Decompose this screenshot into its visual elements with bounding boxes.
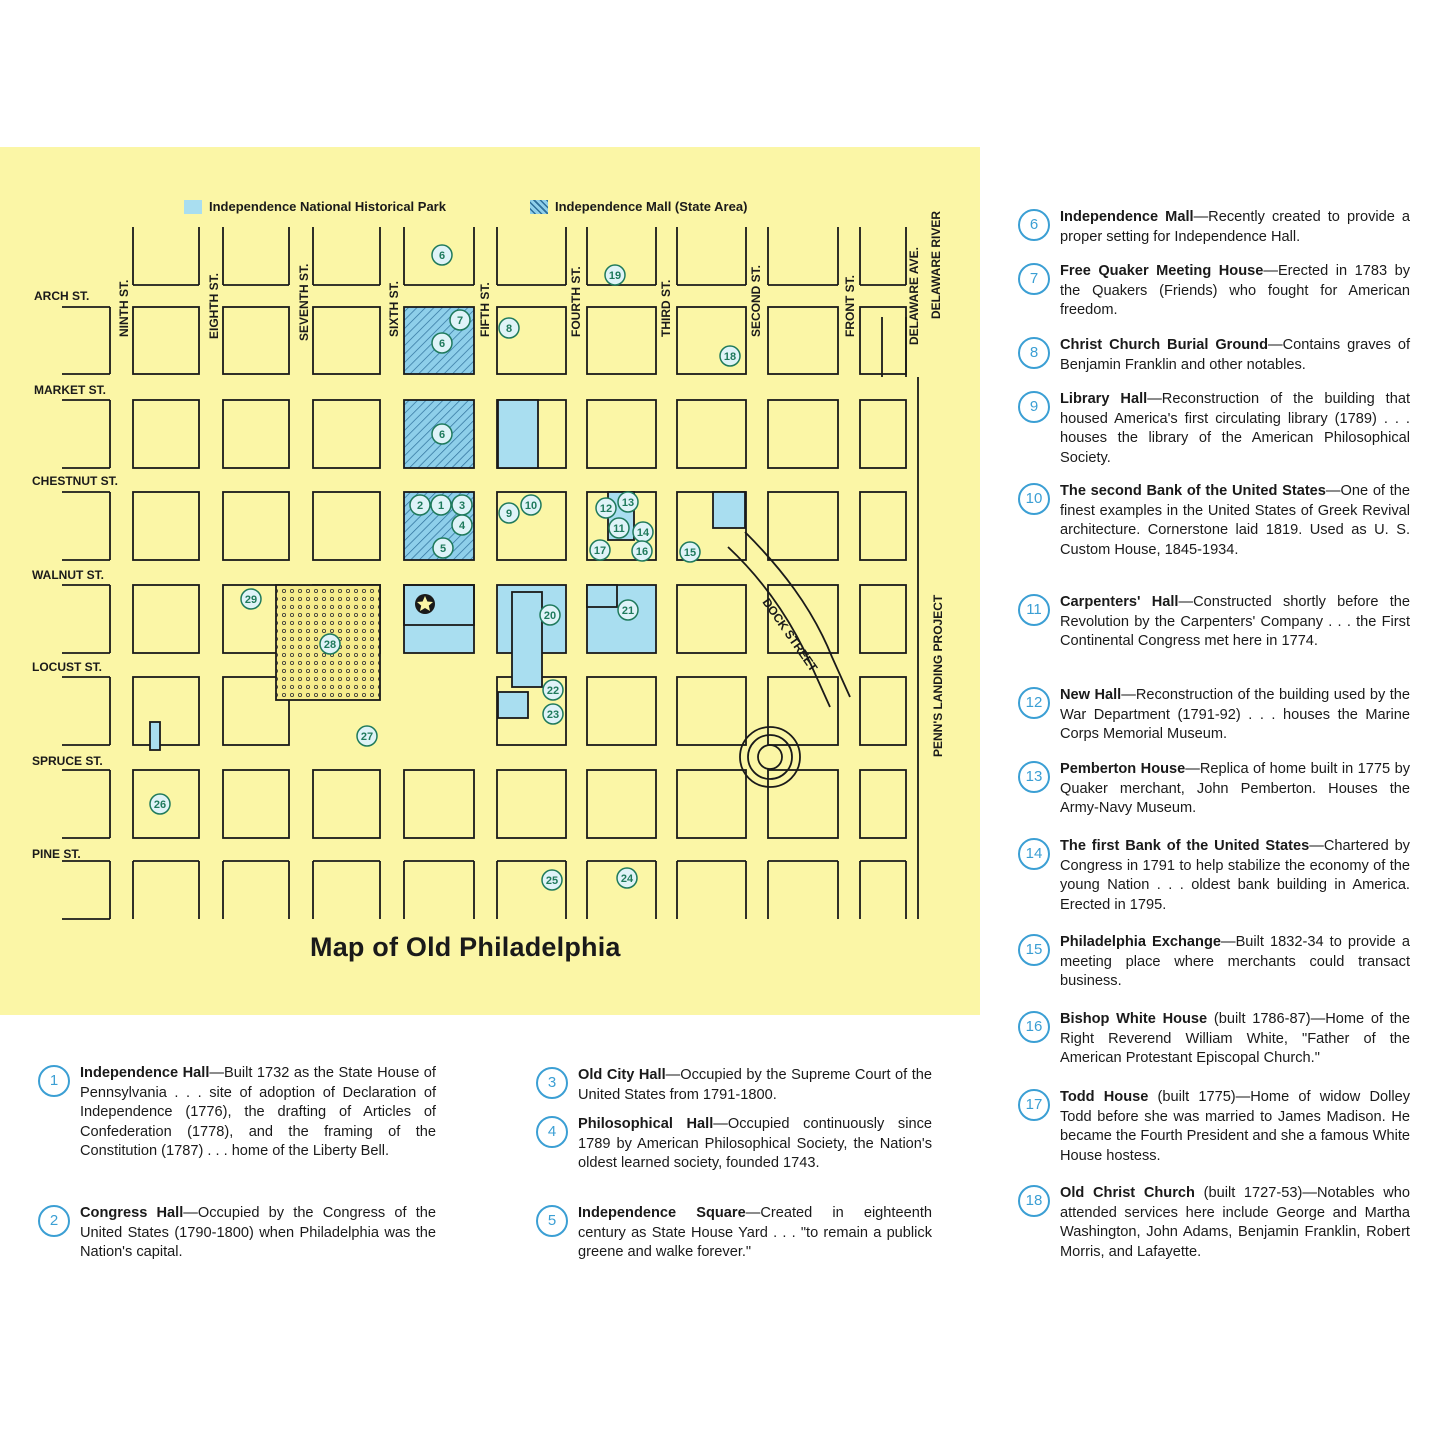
map-panel [0, 147, 980, 1015]
site-marker-label: 26 [153, 799, 167, 811]
city-block [677, 770, 746, 838]
entry-5 [536, 1204, 932, 1263]
street-labels [32, 211, 945, 861]
entry-6 [1018, 208, 1410, 247]
entry-name: Philadelphia Exchange [1060, 934, 1221, 950]
park-area [587, 585, 617, 607]
city-block [313, 400, 380, 468]
entry-number: 18 [1018, 1185, 1050, 1217]
street-label-fourth: FOURTH ST. [569, 266, 583, 337]
site-marker-label: 19 [608, 270, 622, 282]
site-marker-label: 5 [439, 543, 447, 555]
entry-number: 16 [1018, 1011, 1050, 1043]
site-marker-label: 9 [505, 508, 513, 520]
park-area [498, 400, 538, 468]
city-block [768, 400, 838, 468]
city-block [860, 307, 906, 374]
city-block [223, 307, 289, 374]
street-label-third: THIRD ST. [659, 279, 673, 337]
entry-number: 4 [536, 1116, 568, 1148]
entry-11 [1018, 593, 1410, 652]
entry-text: —Created in eighteenth century as State House Yard . . . "to remain a publick greene and walke forever." [578, 1205, 932, 1260]
site-marker-5 [433, 538, 453, 558]
street-label-delaware-ave: DELAWARE AVE. [907, 246, 921, 345]
city-block [768, 677, 838, 745]
entry-text: —One of the finest examples in the United States of Greek Revival architecture. Cornerstone laid 1819. Used as U. S. Custom House, 1845-1934. [1060, 483, 1410, 558]
site-marker-6 [432, 424, 452, 444]
site-marker-label: 12 [599, 503, 613, 515]
entry-12 [1018, 686, 1410, 745]
site-marker-label: 17 [593, 545, 607, 557]
city-block [677, 677, 746, 745]
entry-number: 7 [1018, 263, 1050, 295]
entry-3 [536, 1066, 932, 1105]
site-marker-12 [596, 498, 616, 518]
site-marker-18 [720, 346, 740, 366]
entry-name: Library Hall [1060, 391, 1148, 407]
entry-8 [1018, 336, 1410, 375]
entry-name: Independence Square [578, 1205, 746, 1221]
city-block [223, 770, 289, 838]
entry-number: 12 [1018, 687, 1050, 719]
entry-9 [1018, 390, 1410, 468]
legend-park [184, 199, 446, 214]
city-block [677, 585, 746, 653]
street-label-fifth: FIFTH ST. [478, 282, 492, 337]
entry-14 [1018, 837, 1410, 915]
park-area [713, 492, 745, 528]
entry-name: Old Christ Church [1060, 1185, 1195, 1201]
entry-number: 17 [1018, 1089, 1050, 1121]
entry-text: —Chartered by Congress in 1791 to help stabilize the economy of the young Nation . . . oldest bank building in America. Erected in 1795. [1060, 838, 1410, 913]
site-marker-label: 20 [543, 610, 557, 622]
street-label-walnut: WALNUT ST. [32, 568, 104, 582]
city-block [587, 677, 656, 745]
traffic-circle [740, 727, 800, 787]
city-block [404, 585, 474, 653]
site-marker-11 [609, 518, 629, 538]
city-block [313, 770, 380, 838]
entry-text: (built 1775)—Home of widow Dolley Todd before she was married to James Madison. He became the Fourth President and she a famous White House hostess. [1060, 1089, 1411, 1164]
site-marker-label: 21 [621, 605, 635, 617]
site-marker-27 [357, 726, 377, 746]
city-block [223, 400, 289, 468]
entry-16 [1018, 1010, 1410, 1069]
entry-name: Philosophical Hall [578, 1116, 714, 1132]
city-block [860, 492, 906, 560]
site-marker-label: 11 [613, 523, 625, 535]
entry-13 [1018, 760, 1410, 819]
entry-number: 8 [1018, 337, 1050, 369]
site-marker-6 [432, 333, 452, 353]
site-marker-21 [618, 600, 638, 620]
site-marker-label: 23 [546, 709, 560, 721]
entry-number: 9 [1018, 391, 1050, 423]
street-label-chestnut: CHESTNUT ST. [32, 474, 119, 488]
site-marker-label: 13 [621, 497, 635, 509]
site-marker-1 [431, 495, 451, 515]
entry-name: Christ Church Burial Ground [1060, 337, 1269, 353]
entry-4 [536, 1115, 932, 1174]
site-marker-15 [680, 542, 700, 562]
entry-name: Free Quaker Meeting House [1060, 263, 1264, 279]
city-block [860, 770, 906, 838]
site-marker-label: 25 [545, 875, 559, 887]
site-marker-label: 27 [360, 731, 374, 743]
legend-park-swatch [184, 200, 202, 214]
entry-text: —Built 1832-34 to provide a meeting place where merchants could transact business. [1060, 934, 1410, 989]
entry-17 [1018, 1088, 1410, 1166]
entry-text: —Built 1732 as the State House of Pennsylvania . . . site of adoption of Declaration of Independence (1776), the drafting of Articles of Confederation (1778), and the framing of the Constitution (1787) . . . home of the Liberty Bell. [80, 1065, 436, 1159]
site-marker-label: 14 [636, 527, 650, 539]
entry-text: —Occupied continuously since 1789 by American Philosophical Society, the Nation's oldest learned society, founded 1743. [578, 1116, 932, 1171]
site-marker-2 [410, 495, 430, 515]
entry-name: Independence Hall [80, 1065, 210, 1081]
street-label-market: MARKET ST. [34, 383, 106, 397]
entry-number: 14 [1018, 838, 1050, 870]
city-block [404, 770, 474, 838]
legend-park-label: Independence National Historical Park [209, 199, 446, 214]
site-marker-24 [617, 868, 637, 888]
site-marker-13 [618, 492, 638, 512]
street-label-eighth: EIGHTH ST. [207, 272, 221, 339]
site-marker-label: 24 [620, 873, 634, 885]
site-marker-label: 3 [458, 500, 466, 512]
street-label-arch: ARCH ST. [34, 289, 90, 303]
city-block [497, 307, 566, 374]
city-block [587, 307, 656, 374]
entry-1 [38, 1064, 436, 1162]
street-label-pine: PINE ST. [32, 847, 81, 861]
site-marker-label: 29 [244, 594, 258, 606]
entry-number: 3 [536, 1067, 568, 1099]
entry-text: —Recently created to provide a proper setting for Independence Hall. [1060, 209, 1411, 245]
legend-mall-swatch [530, 200, 548, 214]
site-marker-28 [320, 634, 340, 654]
entry-number: 10 [1018, 483, 1050, 515]
site-marker-label: 22 [546, 685, 560, 697]
entry-18 [1018, 1184, 1410, 1262]
city-block [860, 400, 906, 468]
entry-name: The first Bank of the United States [1060, 838, 1310, 854]
entry-7 [1018, 262, 1410, 321]
entry-text: —Erected in 1783 by the Quakers (Friends) who fought for American freedom. [1060, 263, 1410, 318]
site-marker-23 [543, 704, 563, 724]
site-marker-26 [150, 794, 170, 814]
site-marker-label: 8 [505, 323, 513, 335]
entry-10 [1018, 482, 1410, 560]
site-marker-20 [540, 605, 560, 625]
entry-name: Todd House [1060, 1089, 1149, 1105]
street-label-sixth: SIXTH ST. [387, 280, 401, 337]
site-marker-label: 2 [416, 500, 424, 512]
entry-text: —Reconstruction of the building that housed America's first circulating library (1789) . . . houses the library of the American Philosophical Society. [1060, 391, 1410, 466]
site-marker-label: 28 [323, 639, 337, 651]
city-block [587, 770, 656, 838]
entry-number: 5 [536, 1205, 568, 1237]
street-label-ninth: NINTH ST. [117, 279, 131, 337]
park-area [150, 722, 160, 750]
entry-number: 13 [1018, 761, 1050, 793]
entry-number: 2 [38, 1205, 70, 1237]
traffic-circle [758, 745, 782, 769]
city-block [133, 492, 199, 560]
city-block [223, 492, 289, 560]
city-block [677, 400, 746, 468]
city-block [497, 770, 566, 838]
legend-mall [530, 199, 747, 214]
entry-text: (built 1786-87)—Home of the Right Reverend William White, "Father of the American Protestant Episcopal Church." [1060, 1011, 1410, 1066]
entry-text: —Contains graves of Benjamin Franklin and other notables. [1060, 337, 1410, 373]
entry-text: —Replica of home built in 1775 by Quaker merchant, John Pemberton. Houses the Army-Navy Museum. [1060, 761, 1410, 816]
city-block [133, 677, 199, 745]
site-marker-16 [632, 541, 652, 561]
entry-name: New Hall [1060, 687, 1122, 703]
site-marker-label: 18 [723, 351, 737, 363]
street-label-front: FRONT ST. [843, 275, 857, 337]
entry-number: 11 [1018, 594, 1050, 626]
site-markers [150, 245, 740, 890]
city-block [768, 492, 838, 560]
site-marker-label: 1 [437, 500, 445, 512]
city-block [587, 400, 656, 468]
entry-name: The second Bank of the United States [1060, 483, 1326, 499]
entry-text: —Constructed shortly before the Revolution by the Carpenters' Company . . . the First Continental Congress met here in 1774. [1060, 594, 1410, 649]
site-marker-9 [499, 503, 519, 523]
city-block [860, 677, 906, 745]
site-marker-label: 15 [683, 547, 697, 559]
entry-number: 6 [1018, 209, 1050, 241]
map-title: Map of Old Philadelphia [310, 932, 621, 962]
street-label-seventh: SEVENTH ST. [297, 263, 311, 341]
site-marker-19 [605, 265, 625, 285]
park-area [512, 592, 542, 687]
city-block [860, 585, 906, 653]
entry-name: Old City Hall [578, 1067, 666, 1083]
site-marker-4 [452, 515, 472, 535]
park-area [498, 692, 528, 718]
traffic-circle [748, 735, 792, 779]
site-marker-25 [542, 870, 562, 890]
site-marker-17 [590, 540, 610, 560]
dock-street-label: DOCK STREET [759, 595, 821, 675]
site-marker-label: 10 [524, 500, 538, 512]
entry-number: 15 [1018, 934, 1050, 966]
city-block [133, 400, 199, 468]
entry-name: Independence Mall [1060, 209, 1194, 225]
entry-text: —Reconstruction of the building used by the War Department (1791-92) . . . houses the Marine Corps Memorial Museum. [1060, 687, 1411, 742]
site-marker-label: 7 [456, 315, 464, 327]
site-marker-8 [499, 318, 519, 338]
site-marker-10 [521, 495, 541, 515]
entry-name: Carpenters' Hall [1060, 594, 1179, 610]
entry-text: —Occupied by the Congress of the United States (1790-1800) when Philadelphia was the Nation's capital. [80, 1205, 436, 1260]
site-marker-14 [633, 522, 653, 542]
site-marker-3 [452, 495, 472, 515]
city-block [768, 307, 838, 374]
site-marker-label: 6 [438, 338, 446, 350]
entry-text: (built 1727-53)—Notables who attended services here include George and Martha Washington, John Adams, Benjamin Franklin, Robert Morris, and Lafayette. [1060, 1185, 1410, 1260]
street-label-spruce: SPRUCE ST. [32, 754, 103, 768]
entry-15 [1018, 933, 1410, 992]
city-block [313, 307, 380, 374]
site-marker-label: 6 [438, 429, 446, 441]
entry-text: —Occupied by the Supreme Court of the United States from 1791-1800. [578, 1067, 933, 1103]
penns-landing-label: PENN'S LANDING PROJECT [931, 594, 945, 757]
entry-number: 1 [38, 1065, 70, 1097]
site-marker-7 [450, 310, 470, 330]
site-marker-label: 16 [635, 546, 649, 558]
city-block [133, 585, 199, 653]
entry-2 [38, 1204, 436, 1263]
legend-mall-label: Independence Mall (State Area) [555, 199, 748, 214]
street-map [0, 147, 980, 1015]
entry-name: Pemberton House [1060, 761, 1186, 777]
city-block [313, 492, 380, 560]
site-marker-22 [543, 680, 563, 700]
river-label: DELAWARE RIVER [929, 210, 943, 319]
site-marker-29 [241, 589, 261, 609]
city-block [768, 770, 838, 838]
street-label-second: SECOND ST. [749, 264, 763, 337]
city-block [133, 307, 199, 374]
entry-name: Bishop White House [1060, 1011, 1208, 1027]
site-marker-label: 4 [458, 520, 466, 532]
site-marker-6 [432, 245, 452, 265]
street-label-locust: LOCUST ST. [32, 660, 103, 674]
site-marker-label: 6 [438, 250, 446, 262]
entry-name: Congress Hall [80, 1205, 184, 1221]
